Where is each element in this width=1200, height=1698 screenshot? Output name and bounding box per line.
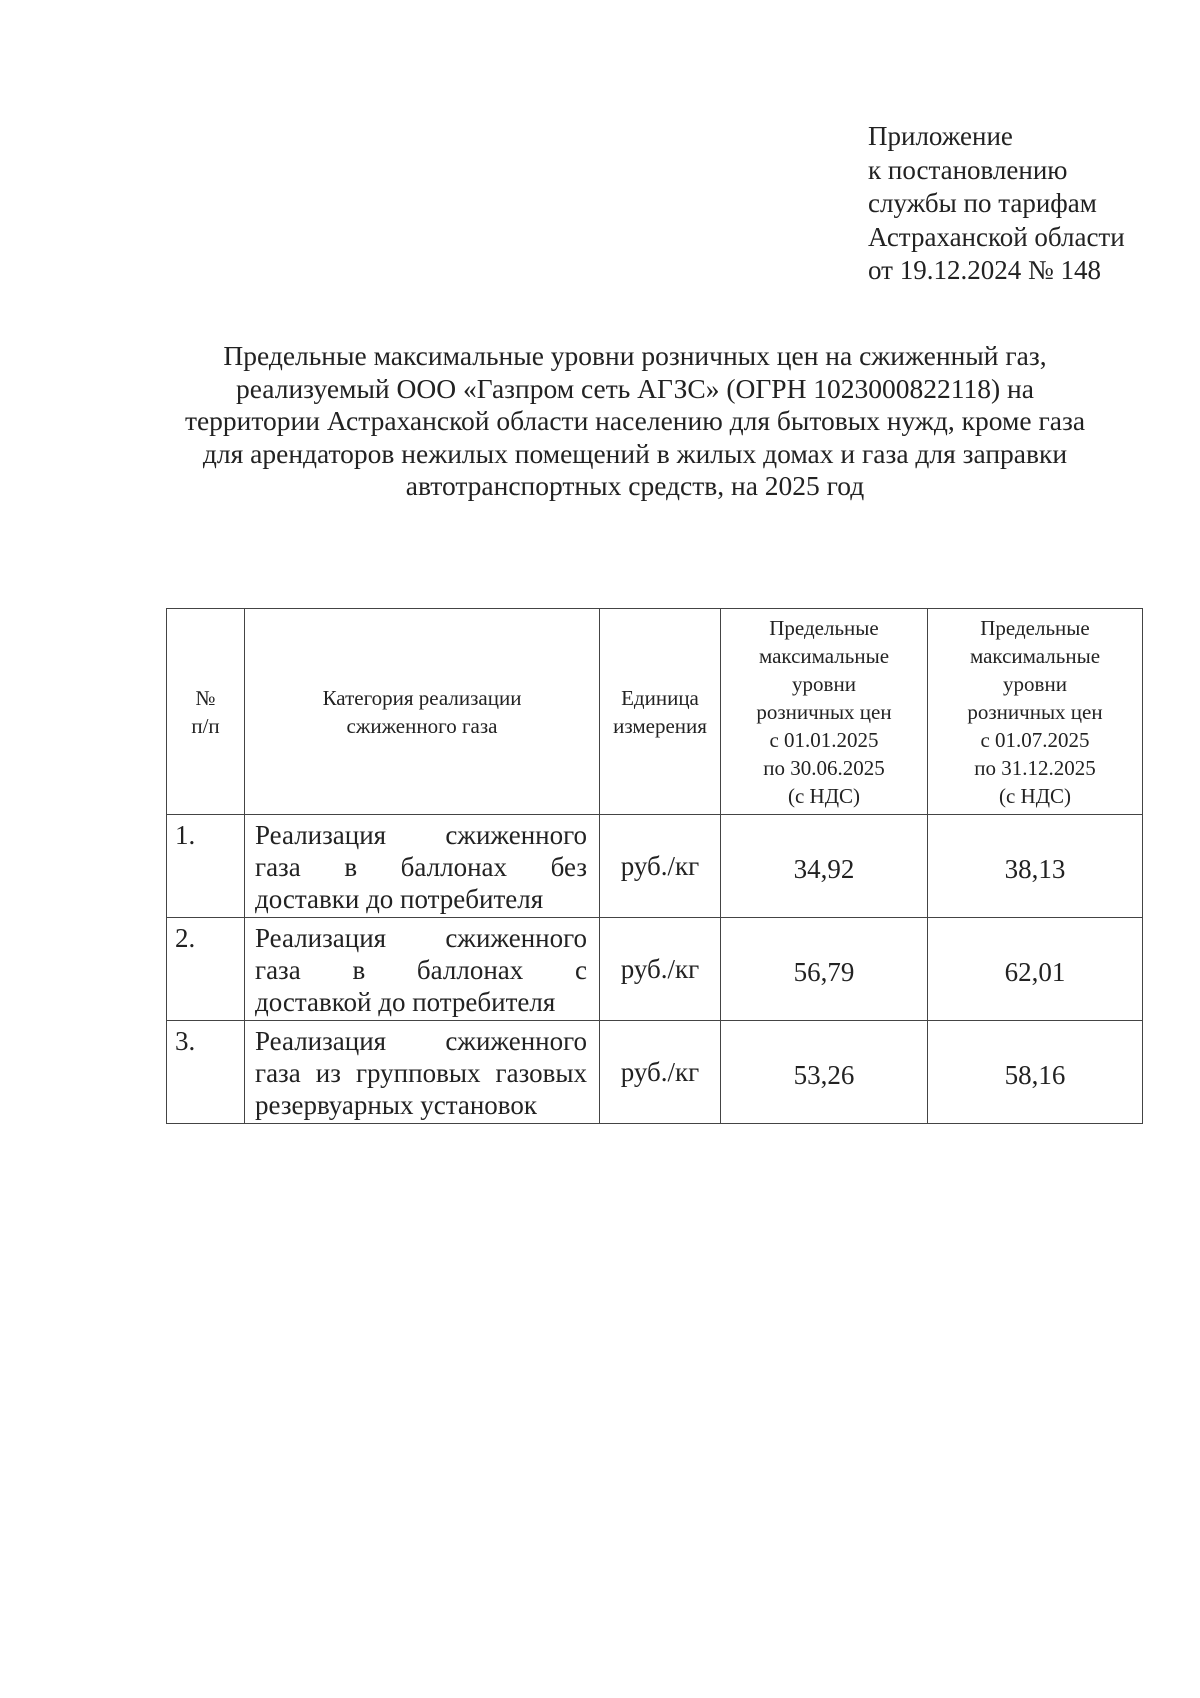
row-category-line: газа в баллонах без — [255, 852, 587, 882]
title-line: территории Астраханской области населению для бытовых нужд, кроме газа — [184, 405, 1086, 436]
title-line: автотранспортных средств, на 2025 год — [405, 470, 865, 501]
header-num — [167, 609, 245, 815]
row-category — [245, 815, 600, 918]
appendix-line: Астраханской области — [868, 221, 1125, 252]
table-row — [167, 1021, 1143, 1124]
table-header-row — [167, 609, 1143, 815]
row-category-line: Реализация сжиженного — [255, 923, 587, 953]
header-price-h1-line: розничных цен — [756, 699, 892, 724]
row-price-h1: 53,26 — [721, 1021, 928, 1124]
row-category-line: резервуарных установок — [255, 1090, 537, 1120]
row-category-line: доставкой до потребителя — [255, 987, 556, 1017]
row-category — [245, 918, 600, 1021]
header-price-h2-line: розничных цен — [967, 699, 1103, 724]
row-number: 1. — [167, 815, 245, 918]
appendix-line: к постановлению — [868, 154, 1068, 185]
title-line: для арендаторов нежилых помещений в жилых домах и газа для заправки — [202, 437, 1068, 469]
row-number: 2. — [167, 918, 245, 1021]
row-category-line: доставки до потребителя — [255, 884, 544, 914]
row-category — [245, 1021, 600, 1124]
header-price-h1-line: Предельные — [769, 615, 879, 640]
header-category-line: Категория реализации — [322, 685, 522, 710]
row-price-h1: 34,92 — [721, 815, 928, 918]
appendix-line: от 19.12.2024 № 148 — [868, 255, 1101, 285]
header-price-h2-line: (с НДС) — [998, 783, 1072, 808]
header-category — [245, 609, 600, 815]
header-price-h2-line: Предельные — [980, 615, 1090, 640]
header-price-h1-line: (с НДС) — [787, 783, 861, 808]
appendix-line: службы по тарифам — [868, 188, 1097, 218]
row-category-line: Реализация сжиженного — [255, 1026, 587, 1056]
row-unit: руб./кг — [600, 1021, 721, 1124]
row-category-line: Реализация сжиженного — [255, 820, 587, 850]
header-price-h1-line: уровни — [792, 671, 856, 696]
appendix-line: Приложение — [868, 121, 1013, 151]
header-price-h2-line: по 31.12.2025 — [974, 755, 1096, 780]
header-num-line: № — [195, 685, 216, 710]
header-price-h1 — [721, 609, 928, 815]
header-category-line: сжиженного газа — [346, 713, 498, 738]
header-price-h1-line: максимальные — [758, 643, 890, 668]
header-unit-line: измерения — [613, 713, 707, 738]
row-unit: руб./кг — [600, 815, 721, 918]
title-line: Предельные максимальные уровни розничных цен на сжиженный газ, — [223, 340, 1047, 371]
title-line: реализуемый ООО «Газпром сеть АГЗС» (ОГРН 1023000822118) на — [236, 372, 1034, 404]
row-category-line: газа в баллонах с — [255, 955, 587, 985]
row-price-h1: 56,79 — [721, 918, 928, 1021]
row-price-h2: 58,16 — [928, 1021, 1143, 1124]
header-unit-line: Единица — [621, 685, 699, 710]
row-price-h2: 62,01 — [928, 918, 1143, 1021]
row-price-h2: 38,13 — [928, 815, 1143, 918]
header-price-h1-line: по 30.06.2025 — [763, 755, 885, 780]
document-title — [150, 340, 1120, 503]
appendix-block — [868, 120, 1168, 288]
header-price-h2-line: с 01.07.2025 — [980, 727, 1090, 752]
table-row — [167, 815, 1143, 918]
price-table — [166, 608, 1143, 1124]
header-price-h2 — [928, 609, 1143, 815]
row-unit: руб./кг — [600, 918, 721, 1021]
header-unit — [600, 609, 721, 815]
header-price-h2-line: максимальные — [969, 643, 1101, 668]
header-price-h2-line: уровни — [1003, 671, 1067, 696]
table-row — [167, 918, 1143, 1021]
row-category-line: газа из групповых газовых — [255, 1058, 587, 1088]
row-number: 3. — [167, 1021, 245, 1124]
header-num-line: п/п — [191, 713, 220, 738]
header-price-h1-line: с 01.01.2025 — [769, 727, 879, 752]
